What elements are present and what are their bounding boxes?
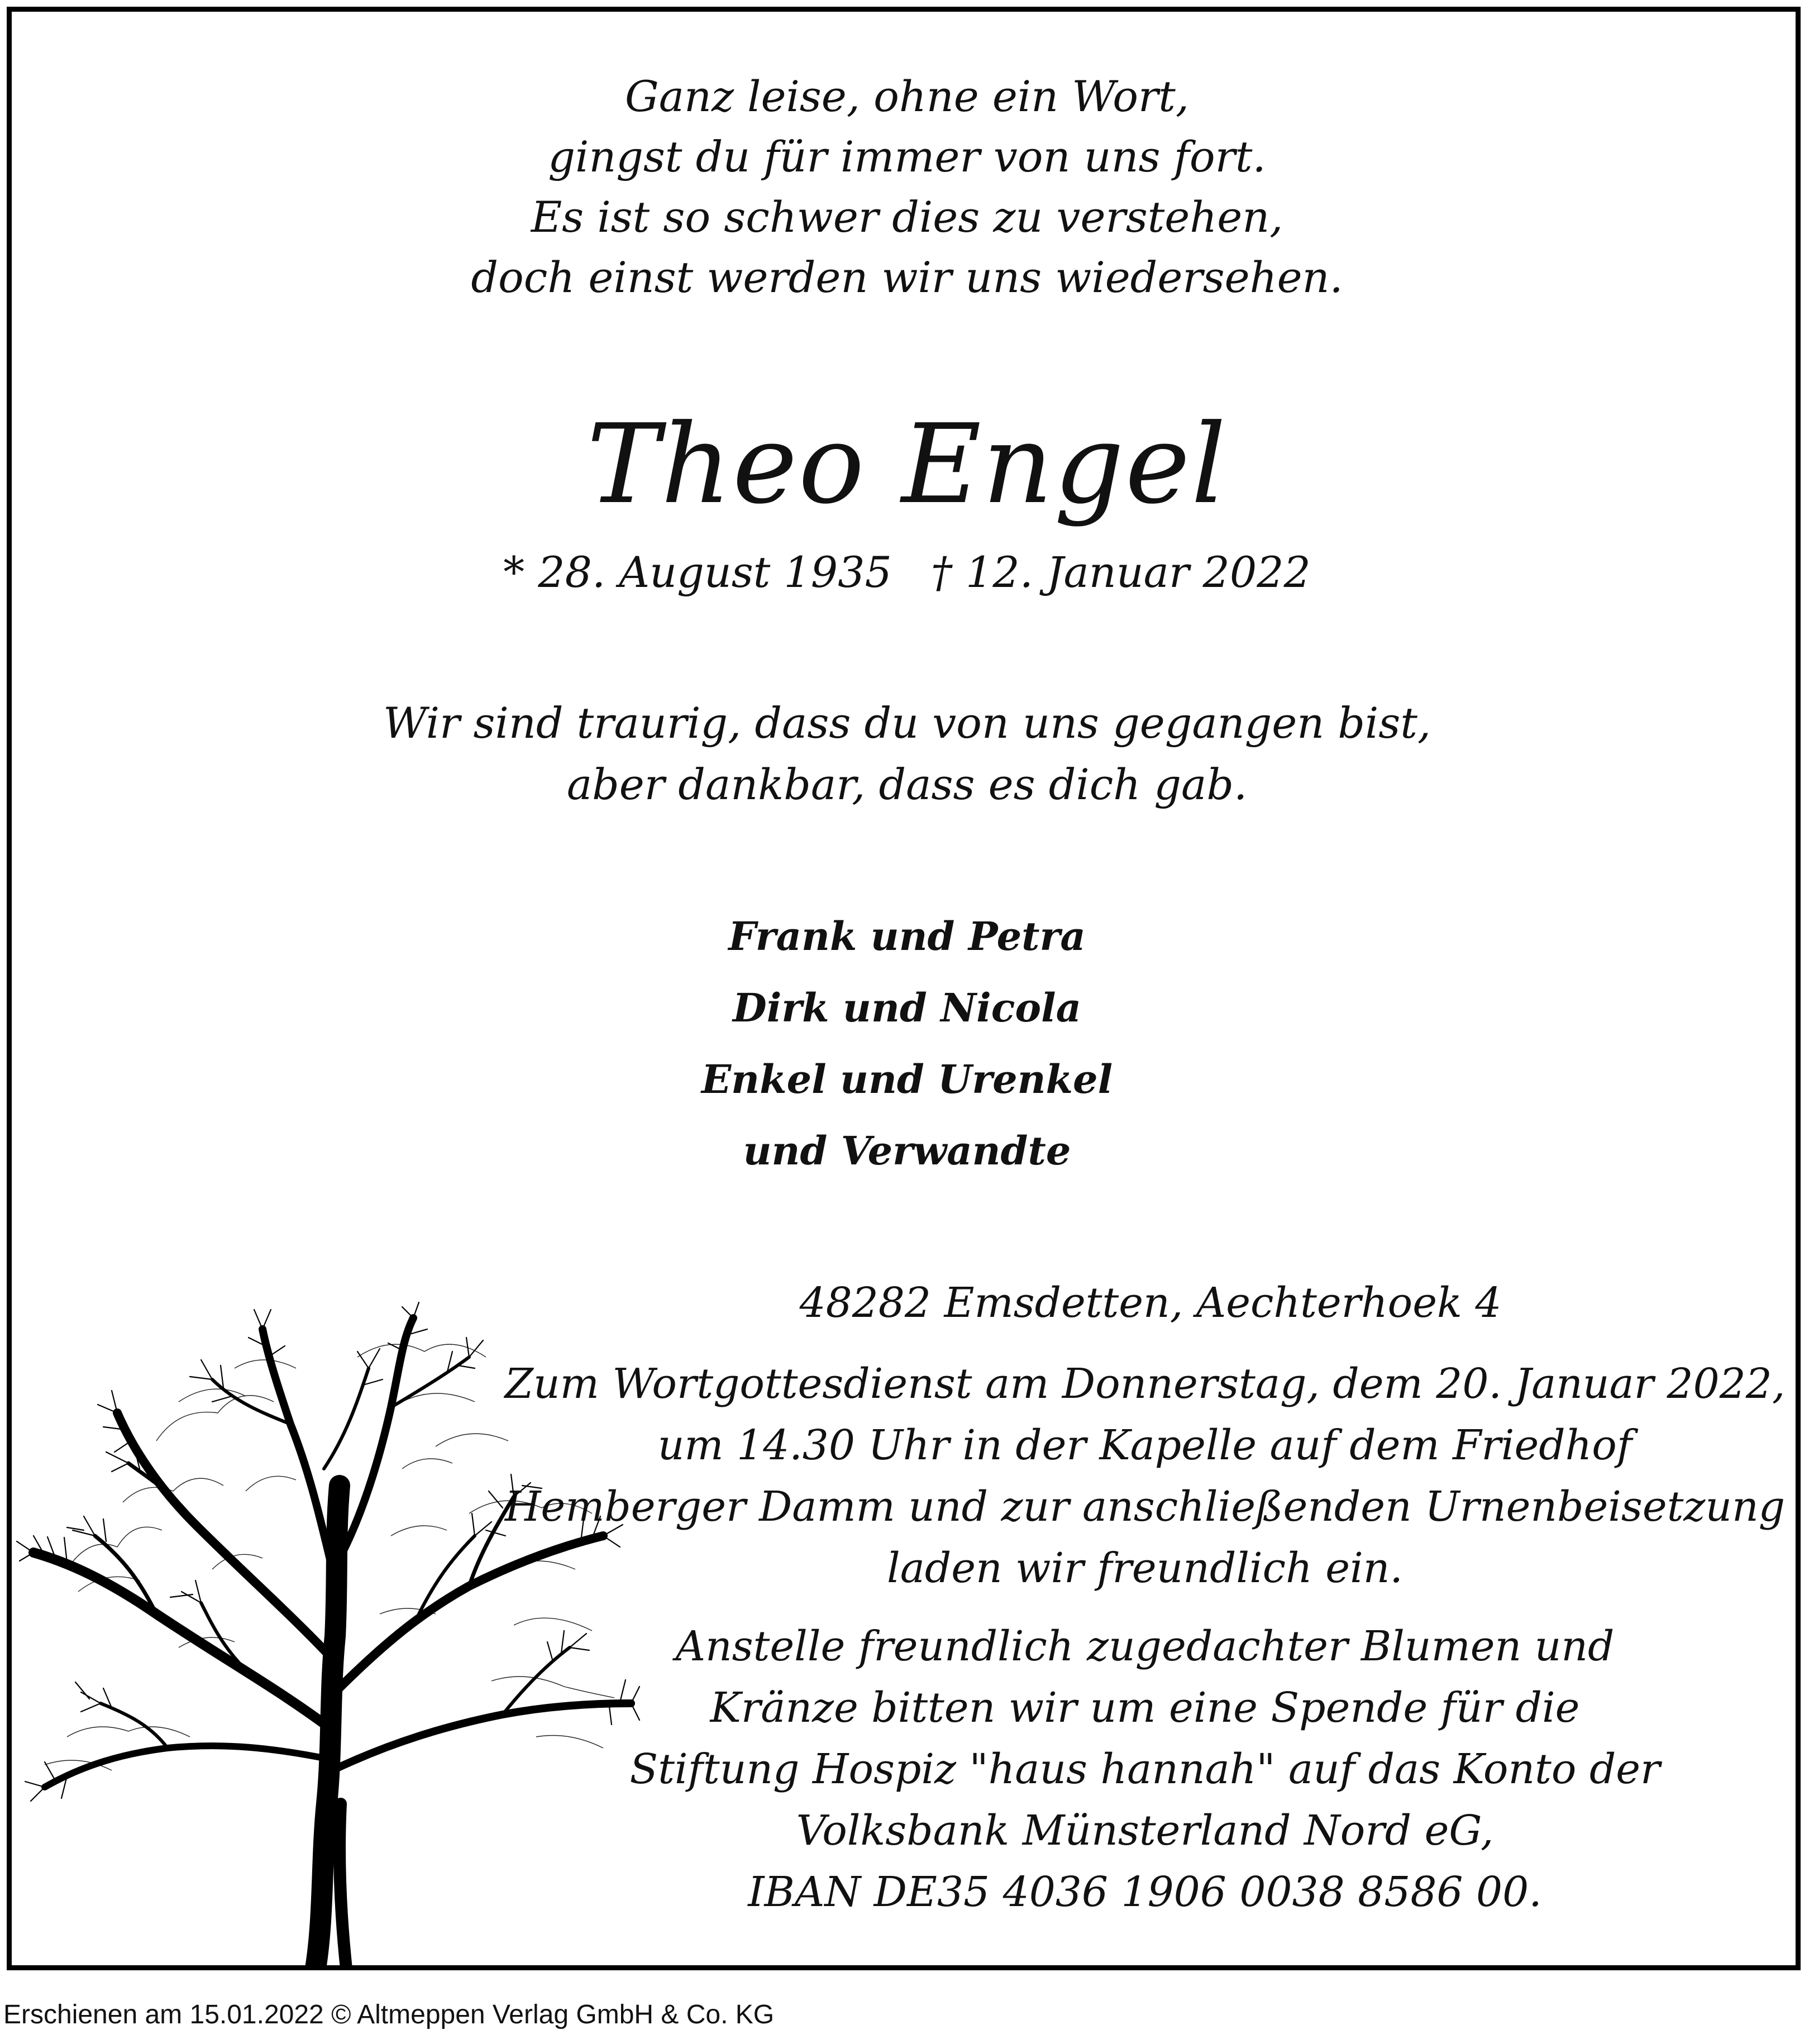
quote-line: aber dankbar, dass es dich gab. — [566, 760, 1248, 809]
service-line: um 14.30 Uhr in der Kapelle auf dem Friedhof — [657, 1421, 1632, 1469]
service-line: Zum Wortgottesdienst am Donnerstag, dem 20. Januar 2022, — [504, 1360, 1786, 1408]
poem-line: Es ist so schwer dies zu verstehen, — [531, 192, 1283, 242]
donation-line: IBAN DE35 4036 1906 0038 8586 00. — [748, 1868, 1542, 1916]
publication-note: Erschienen am 15.01.2022 © Altmeppen Verlag GmbH & Co. KG — [3, 2000, 775, 2029]
donation-line: Anstelle freundlich zugedachter Blumen und — [675, 1622, 1615, 1670]
poem-line: doch einst werden wir uns wiedersehen. — [471, 252, 1343, 302]
poem-line: gingst du für immer von uns fort. — [548, 132, 1266, 182]
donation-line: Stiftung Hospiz "haus hannah" auf das Konto der — [629, 1745, 1660, 1793]
quote-line: Wir sind traurig, dass du von uns gegangen bist, — [383, 698, 1431, 748]
mourner-name: Enkel und Urenkel — [701, 1056, 1113, 1102]
mourner-name: Frank und Petra — [728, 913, 1086, 959]
address: 48282 Emsdetten, Aechterhoek 4 — [799, 1279, 1502, 1327]
deceased-name: Theo Engel — [586, 401, 1228, 528]
mourner-name: und Verwandte — [743, 1128, 1071, 1174]
donation-line: Kränze bitten wir um eine Spende für die — [710, 1684, 1580, 1732]
life-dates — [0, 547, 1814, 597]
birth-date: * 28. August 1935 — [503, 547, 892, 597]
death-date: † 12. Januar 2022 — [930, 547, 1311, 597]
tree-icon — [11, 1301, 642, 1969]
service-line: Hemberger Damm und zur anschließenden Urnenbeisetzung — [504, 1483, 1786, 1531]
donation-line: Volksbank Münsterland Nord eG, — [796, 1807, 1494, 1855]
mourner-name: Dirk und Nicola — [733, 985, 1081, 1031]
poem-line: Ganz leise, ohne ein Wort, — [625, 71, 1189, 121]
service-line: laden wir freundlich ein. — [887, 1544, 1403, 1592]
